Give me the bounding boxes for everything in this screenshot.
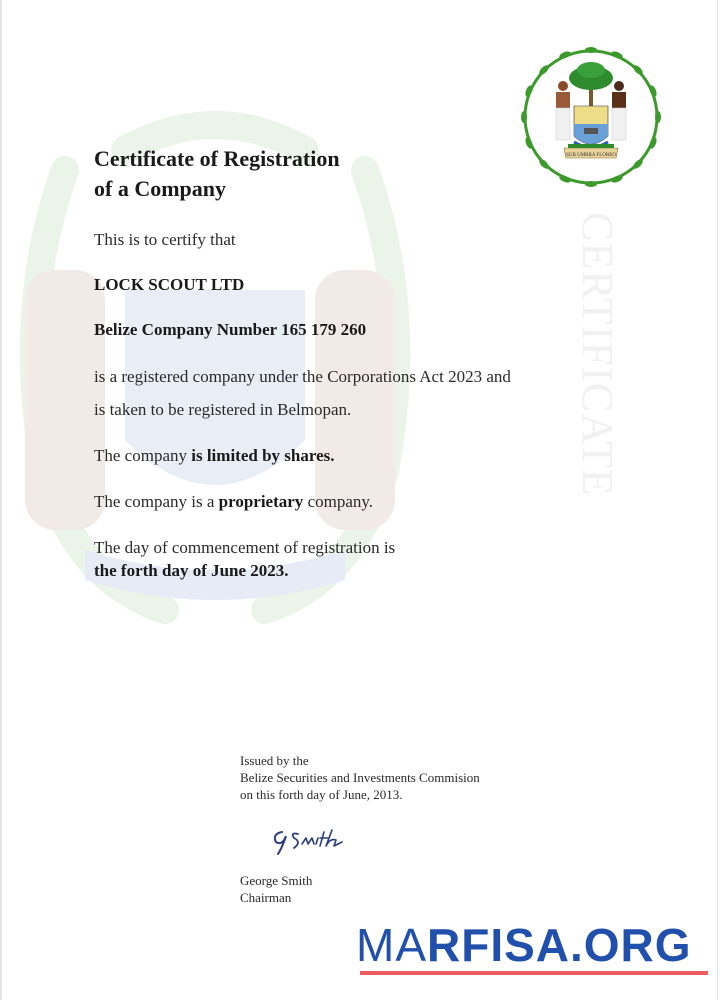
- signer-block: [240, 872, 312, 906]
- certificate-title: [94, 144, 340, 204]
- registered-line-1: is a registered company under the Corporations Act 2023 and: [94, 367, 511, 386]
- issuer-line-3: on this forth day of June, 2013.: [240, 787, 403, 802]
- brand-text: MARFISA.ORG: [356, 919, 692, 971]
- signer-title: Chairman: [240, 890, 292, 905]
- company-number: Belize Company Number 165 179 260: [94, 320, 367, 339]
- page-right-edge: [717, 0, 718, 1000]
- type-suffix: company.: [303, 492, 374, 511]
- limited-prefix: The company: [94, 446, 192, 465]
- signer-name: George Smith: [240, 873, 313, 888]
- issuer-line-1: Issued by the: [240, 753, 309, 768]
- issuer-line-2: Belize Securities and Investments Commision: [240, 770, 480, 785]
- issuer-block: [240, 752, 480, 803]
- company-name: LOCK SCOUT LTD: [94, 275, 245, 294]
- registered-line-2: is taken to be registered in Belmopan.: [94, 400, 352, 419]
- brand-underline: [360, 971, 708, 975]
- intro-text: This is to certify that: [94, 230, 236, 249]
- page-left-edge: [0, 0, 2, 1000]
- limited-bold: is limited by shares.: [191, 446, 335, 465]
- limited-by-shares-line: [94, 445, 335, 467]
- company-type-line: [94, 491, 373, 513]
- title-line-2: of a Company: [94, 176, 227, 201]
- signature-icon: [268, 822, 358, 858]
- type-prefix: The company is a: [94, 492, 219, 511]
- belize-coat-of-arms-icon: [518, 44, 664, 190]
- commencement-date: the forth day of June 2023.: [94, 561, 289, 580]
- certificate-vertical-watermark: CERTIFICATE: [573, 212, 622, 497]
- commencement-line: The day of commencement of registration is: [94, 538, 396, 557]
- title-line-1: Certificate of Registration: [94, 146, 340, 171]
- type-bold: proprietary: [218, 492, 304, 511]
- svg-text:SUB UMBRA FLOREO: SUB UMBRA FLOREO: [566, 153, 616, 158]
- marfisa-brand-logo: [356, 919, 708, 978]
